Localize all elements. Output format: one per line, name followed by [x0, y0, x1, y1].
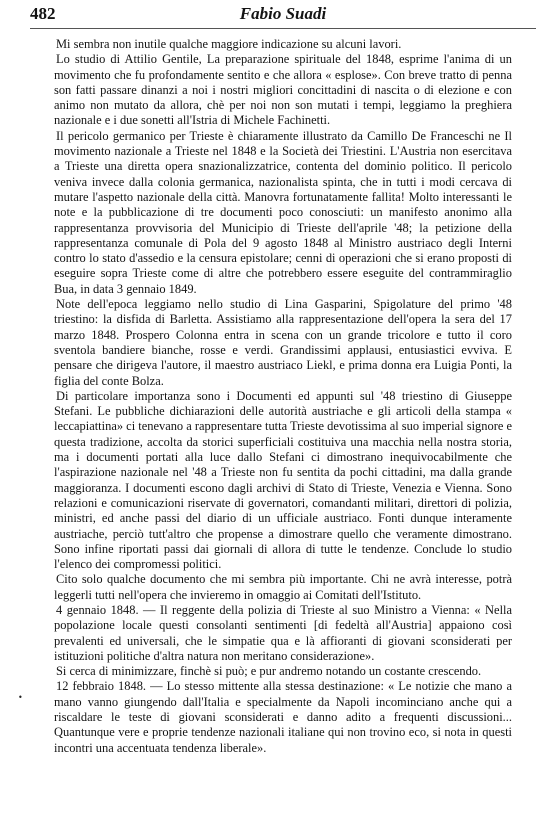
paragraph: Note dell'epoca leggiamo nello studio di Lina Gasparini, Spigolature del primo '48 triestino: la disfida di Barletta. Assistiamo alla rappresentazione dell'opera la sera del 17 marzo 1848. Prospero Colonna entra in scena con un grande tricolore e tutto il coro sventola bandiere bianche, rosse e verdi. Grandissimi applausi, entusiastici evviva. E pensare che dirigeva l'autore, il maestro austriaco Liekl, e prima donna era Luigia Ponti, la figlia del conte Bolza. — [54, 297, 512, 388]
paragraph: Cito solo qualche documento che mi sembra più importante. Chi ne avrà interesse, potrà leggerli tutti nell'opera che invieremo in omaggio ai Comitati dell'Istituto. — [54, 572, 512, 602]
page-number: 482 — [30, 4, 56, 23]
page-header — [30, 4, 536, 29]
margin-mark: • — [18, 693, 23, 702]
page-body — [54, 37, 512, 756]
paragraph: Lo studio di Attilio Gentile, La preparazione spirituale del 1848, esprime l'anima di un movimento che fu profondamente sentito e che allora « esplose». Con breve tratto di penna son fatti passare dinanzi a noi i nostri migliori concittadini di nascita o di elezione e con animo non mutato da allora, chè per noi non son mutati i tempi, leggiamo la preghiera nazionale e i due sonetti all'Istria di Michele Fachinetti. — [54, 52, 512, 128]
paragraph: Mi sembra non inutile qualche maggiore indicazione su alcuni lavori. — [56, 37, 402, 51]
paragraph: 12 febbraio 1848. — Lo stesso mittente alla stessa destinazione: « Le notizie che mano a mano vanno giungendo dall'Italia e specialmente da Napoli incominciano anche qui a riscaldare le teste di giovani sconsiderati e danno adito a frequenti discussioni... Quantunque vere e proprie tendenze nazionali italiane qui non trovino eco, si nota in questi incontri una accentuata tendenza liberale». — [54, 679, 512, 755]
paragraph: Il pericolo germanico per Trieste è chiaramente illustrato da Camillo De Franceschi ne Il movimento nazionale a Trieste nel 1848 e la Società dei Triestini. L'Austria non esercitava a Trieste una diretta opera snazionalizzatrice, contenta del dominio politico. Il pericolo veniva invece dalla colonia germanica, nazionalista spinta, che in tutti i modi cercava di mutare l'aspetto nazionale della città. Manovra fortunatamente fallita! Molto interessanti le note e la pubblicazione di tre documenti poco conosciuti: un manifesto anonimo alla rappresentanza provvisoria del Municipio di Trieste dell'aprile '48; la petizione della rappresentanza comunale di Pola del 9 agosto 1848 al Ministro austriaco degli Interni contro lo stato d'assedio e la censura epistolare; cenni di operazioni che si erano proposti di eseguire sopra Trieste come di altre che potrebbero essere eseguite del contrammiraglio Bua, in data 3 gennaio 1849. — [54, 128, 512, 296]
paragraph: 4 gennaio 1848. — Il reggente della polizia di Trieste al suo Ministro a Vienna: « Nella popolazione locale questi consolanti sentimenti [di fedeltà all'Austria] appaiono così prevalenti ed universali, che le simpatie qua e là affioranti di giovani sconsiderati per istituzioni politiche d'altra natura non meritano considerazione». — [54, 602, 512, 663]
paragraph: Si cerca di minimizzare, finchè si può; e pur andremo notando un costante crescendo. — [56, 664, 482, 679]
paragraph: Di particolare importanza sono i Documenti ed appunti sul '48 triestino di Giuseppe Stefani. Le pubbliche dichiarazioni delle autorità austriache e gli articoli della stampa « leccapiattina» ci tenevano a rappresentare tutta Trieste devotissima al suo imperial signore e questa tradizione, accolta da storici superficiali costituiva una macchia nella nostra storia, ma i documenti portati alla luce dallo Stefani ci dimostrano inequivocabilmente che l'aspirazione nazionale nel '48 a Trieste non fu sentita da pochi cittadini, ma dalla grande maggioranza. I documenti escono dagli archivi di Stato di Trieste, Venezia e Vienna. Sono relazioni e comunicazioni riservate di governatori, comandanti militari, direttori di polizia, ministri, ed anche passi del diario di un ufficiale austriaco. Fonti dunque interamente austriache, perciò tutt'altro che propense a dimostrare quello che veramente dimostrano. Sono infine riportati passi dai giornali di allora di tutte le tendenze. Conclude lo studio l'elenco dei compromessi politici. — [54, 388, 512, 572]
running-title: Fabio Suadi — [239, 4, 327, 23]
